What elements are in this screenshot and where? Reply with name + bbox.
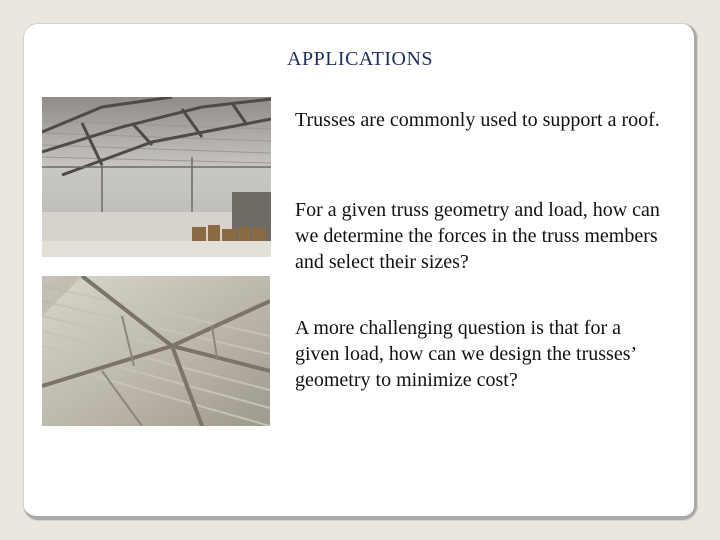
paragraph-3: A more challenging question is that for a given load, how can we design the trusses’ geometry to minimize cost? (295, 317, 636, 391)
paragraph-2: For a given truss geometry and load, how can we determine the forces in the truss members and select their sizes? (295, 199, 660, 273)
slide-title: APPLICATIONS (287, 48, 434, 70)
warehouse-roof-truss-photo (42, 97, 271, 257)
paragraph-1: Trusses are commonly used to support a roof. (295, 109, 660, 131)
roof-truss-interior-photo (42, 276, 270, 426)
